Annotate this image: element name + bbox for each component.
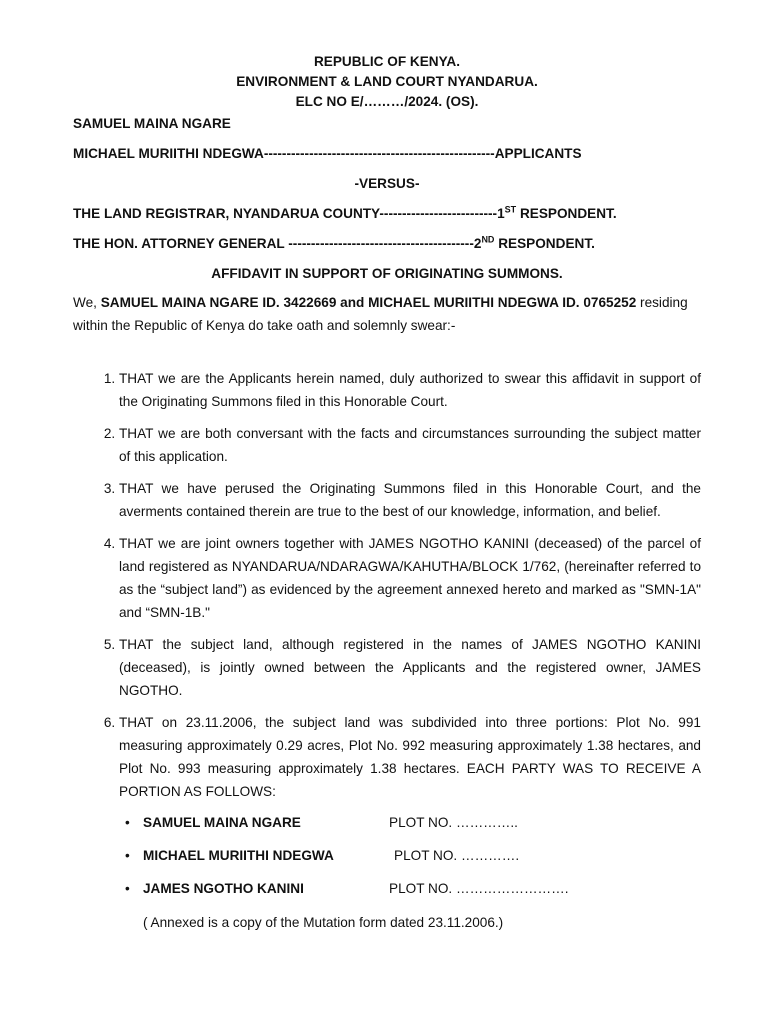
allocation-plot-number: PLOT NO. ………….. xyxy=(389,815,518,830)
allocation-party-name: MICHAEL MURIITHI NDEGWA xyxy=(143,848,334,863)
applicant-1-name: SAMUEL MAINA NGARE xyxy=(73,116,231,131)
versus-label: -VERSUS- xyxy=(354,176,420,191)
paragraph-6-text: THAT on 23.11.2006, the subject land was subdivided into three portions: Plot No. 991 measuring approximately 0.29 acres, Plot No. 992 measuring approximately 1.38 hectares, and Plot No. 993 measuring approximately 1.38 hectares. EACH PARTY WAS TO RECEIVE A PORTION AS FOLLOWS: xyxy=(119,715,701,799)
paragraph-2: 2. THAT we are both conversant with the facts and circumstances surrounding the subject matter of this application. xyxy=(119,422,701,468)
respondent-2-dashes: ----------------------------------------- xyxy=(288,236,474,251)
intro-deponent-names: SAMUEL MAINA NGARE ID. 3422669 and MICHAEL MURIITHI NDEGWA ID. 0765252 xyxy=(100,295,637,310)
bullet-icon: • xyxy=(125,815,130,830)
applicant-2-row xyxy=(73,142,701,165)
applicants-label: APPLICANTS xyxy=(494,146,582,161)
bullet-icon: • xyxy=(125,881,130,896)
affidavit-page xyxy=(73,52,701,934)
allocation-party-name: JAMES NGOTHO KANINI xyxy=(143,881,304,896)
allocation-party-name: SAMUEL MAINA NGARE xyxy=(143,815,301,830)
allocation-item xyxy=(125,878,701,911)
intro-paragraph xyxy=(73,291,701,337)
allocation-plot-number: PLOT NO. ……………………. xyxy=(389,881,569,896)
header-court: ENVIRONMENT & LAND COURT NYANDARUA. xyxy=(236,74,538,89)
paragraph-3: 3. THAT we have perused the Originating Summons filed in this Honorable Court, and the averments contained therein are true to the best of our knowledge, information, and belief. xyxy=(119,477,701,523)
court-header xyxy=(73,52,701,112)
paragraph-6 xyxy=(119,711,701,803)
allocation-item xyxy=(125,845,701,878)
respondent-2-row xyxy=(73,232,701,255)
plot-allocation-list xyxy=(73,812,701,911)
header-case-number: ELC NO E/………/2024. (OS). xyxy=(295,94,479,109)
applicant-2-name: MICHAEL MURIITHI NDEGWA xyxy=(73,146,264,161)
annex-note: ( Annexed is a copy of the Mutation form dated 23.11.2006.) xyxy=(143,915,504,930)
paragraph-5: 5. THAT the subject land, although registered in the names of JAMES NGOTHO KANINI (deceased), is jointly owned between the Applicants and the registered owner, JAMES NGOTHO. xyxy=(119,633,701,702)
respondent-2-name: THE HON. ATTORNEY GENERAL xyxy=(73,236,289,251)
intro-we: We, xyxy=(73,295,101,310)
respondent-2-ordinal: 2 xyxy=(473,236,482,251)
intro-oath: residing within the Republic of Kenya do take oath and solemnly swear:- xyxy=(73,295,688,333)
respondent-1-ordinal-suffix: ST xyxy=(504,204,517,215)
respondent-1-dashes: -------------------------- xyxy=(379,206,498,221)
respondent-1-name: THE LAND REGISTRAR, NYANDARUA COUNTY xyxy=(73,206,380,221)
header-republic: REPUBLIC OF KENYA. xyxy=(313,54,461,69)
parties-block xyxy=(73,112,701,255)
document-title: AFFIDAVIT IN SUPPORT OF ORIGINATING SUMMONS. xyxy=(211,266,563,281)
allocation-plot-number: PLOT NO. …………. xyxy=(394,848,520,863)
applicant-dashes: --------------------------------------------------- xyxy=(263,146,495,161)
respondent-2-label: RESPONDENT. xyxy=(494,236,595,251)
allocation-item xyxy=(125,812,701,845)
respondent-1-row xyxy=(73,202,701,225)
respondent-1-label: RESPONDENT. xyxy=(516,206,617,221)
paragraph-1: 1. THAT we are the Applicants herein named, duly authorized to swear this affidavit in support of the Originating Summons filed in this Honorable Court. xyxy=(119,367,701,413)
respondent-1-ordinal: 1 xyxy=(497,206,505,221)
bullet-icon: • xyxy=(125,848,130,863)
respondent-2-ordinal-suffix: ND xyxy=(481,234,495,245)
affidavit-paragraphs xyxy=(73,367,701,803)
paragraph-4: 4. THAT we are joint owners together with JAMES NGOTHO KANINI (deceased) of the parcel of land registered as NYANDARUA/NDARAGWA/KAHUTHA/BLOCK 1/762, (hereinafter referred to as the “subject land”) as evidenced by the agreement annexed hereto and marked as "SMN-1A" and “SMN-1B." xyxy=(119,532,701,624)
